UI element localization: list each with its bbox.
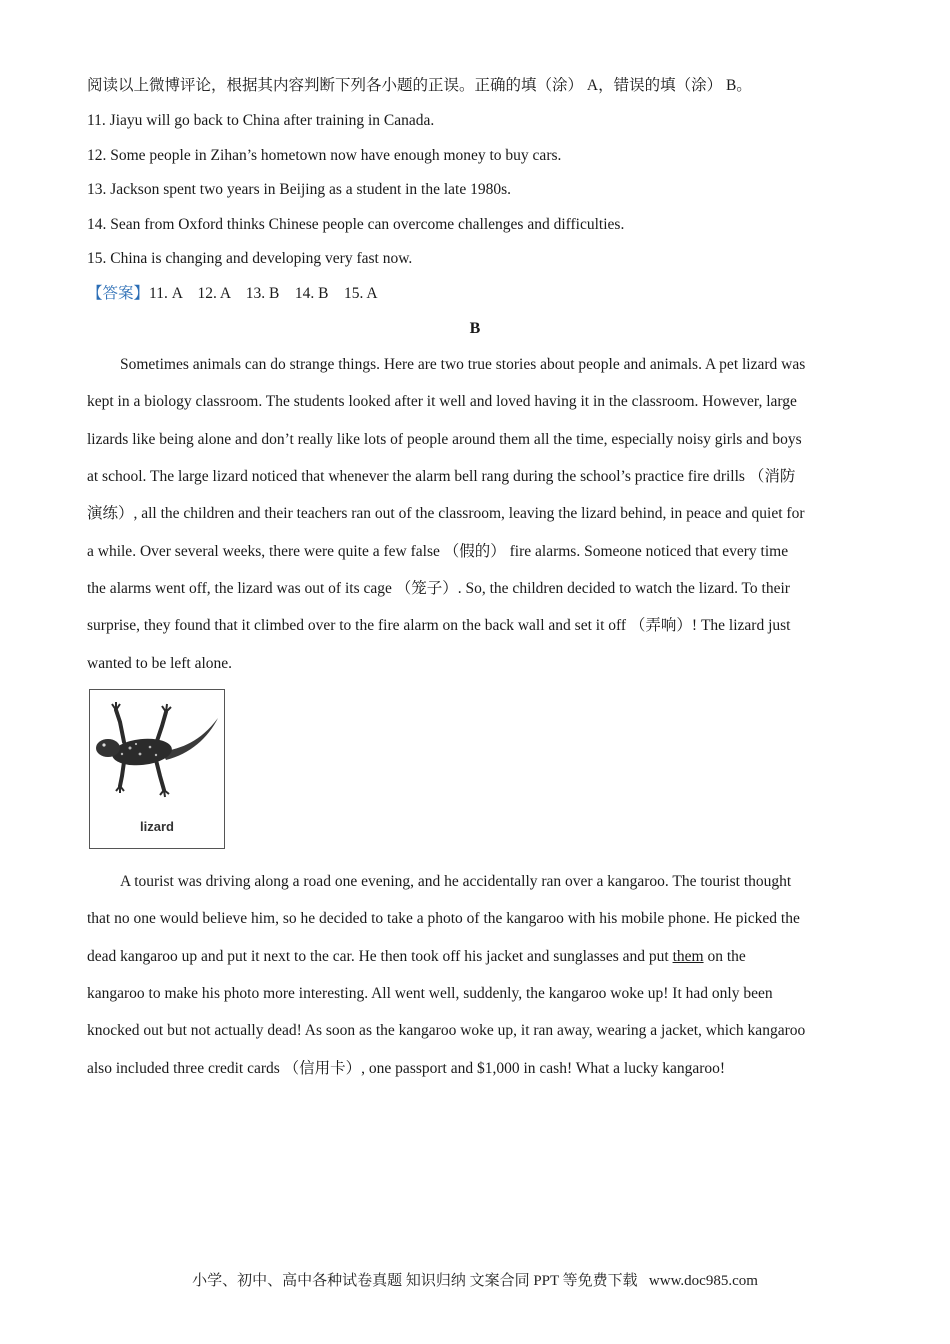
page-footer: 小学、初中、高中各种试卷真题 知识归纳 文案合同 PPT 等免费下载 www.doc985.com: [192, 1273, 758, 1289]
passage1-line: Sometimes animals can do strange things. Here are two true stories about people and animals. A pet lizard was: [120, 356, 806, 373]
question-14: 14. Sean from Oxford thinks Chinese people can overcome challenges and difficulties.: [87, 216, 625, 233]
passage1-line: lizards like being alone and don’t really like lots of people around them all the time, especially noisy girls and boys: [87, 431, 802, 448]
passage2-text: on the: [703, 948, 746, 965]
question-12: 12. Some people in Zihan’s hometown now have enough money to buy cars.: [87, 147, 562, 164]
passage1-line: a while. Over several weeks, there were quite a few false （假的） fire alarms. Someone noticed that every time: [87, 543, 789, 560]
passage1-line: surprise, they found that it climbed over to the fire alarm on the back wall and set it off （弄响）! The lizard just: [87, 617, 791, 634]
passage2-line: that no one would believe him, so he decided to take a photo of the kangaroo with his mobile phone. He picked the: [87, 910, 800, 927]
passage2-line: [87, 947, 863, 967]
passage2-line: A tourist was driving along a road one evening, and he accidentally ran over a kangaroo. The tourist thought: [120, 873, 792, 890]
lizard-figure: [89, 689, 225, 849]
passage2-line: knocked out but not actually dead! As soon as the kangaroo woke up, it ran away, wearing a jacket, which kangaroo: [87, 1022, 806, 1039]
passage1-line: kept in a biology classroom. The students looked after it well and loved having it in the classroom. However, large: [87, 393, 797, 410]
passage1-line: the alarms went off, the lizard was out of its cage （笼子）. So, the children decided to watch the lizard. To their: [87, 580, 790, 597]
underlined-word: them: [672, 948, 704, 965]
passage2-text: dead kangaroo up and put it next to the car. He then took off his jacket and sunglasses and put: [87, 948, 673, 965]
answer-text: 11. A 12. A 13. B 14. B 15. A: [149, 285, 378, 302]
question-15: 15. China is changing and developing very fast now.: [87, 250, 413, 267]
passage1-line: at school. The large lizard noticed that whenever the alarm bell rang during the school’s practice fire drills （消防: [87, 468, 796, 485]
question-13: 13. Jackson spent two years in Beijing as a student in the late 1980s.: [87, 181, 512, 198]
passage1-line: 演练）, all the children and their teachers ran out of the classroom, leaving the lizard behind, in peace and quiet for: [87, 505, 805, 522]
answer-line: [87, 284, 378, 304]
question-11: 11. Jiayu will go back to China after training in Canada.: [87, 112, 435, 129]
passage2-line: kangaroo to make his photo more interesting. All went well, suddenly, the kangaroo woke up! It had only been: [87, 985, 773, 1002]
instructions: 阅读以上微博评论，根据其内容判断下列各小题的正误。正确的填（涂） A，错误的填（涂） B。: [87, 77, 752, 94]
lizard-illustration: [90, 690, 224, 815]
figure-caption: lizard: [140, 819, 174, 834]
section-title: B: [469, 320, 481, 337]
answer-label: 【答案】: [87, 285, 150, 302]
passage1-line: wanted to be left alone.: [87, 655, 233, 672]
passage2-line: also included three credit cards （信用卡）, one passport and $1,000 in cash! What a lucky kangaroo!: [87, 1060, 726, 1077]
